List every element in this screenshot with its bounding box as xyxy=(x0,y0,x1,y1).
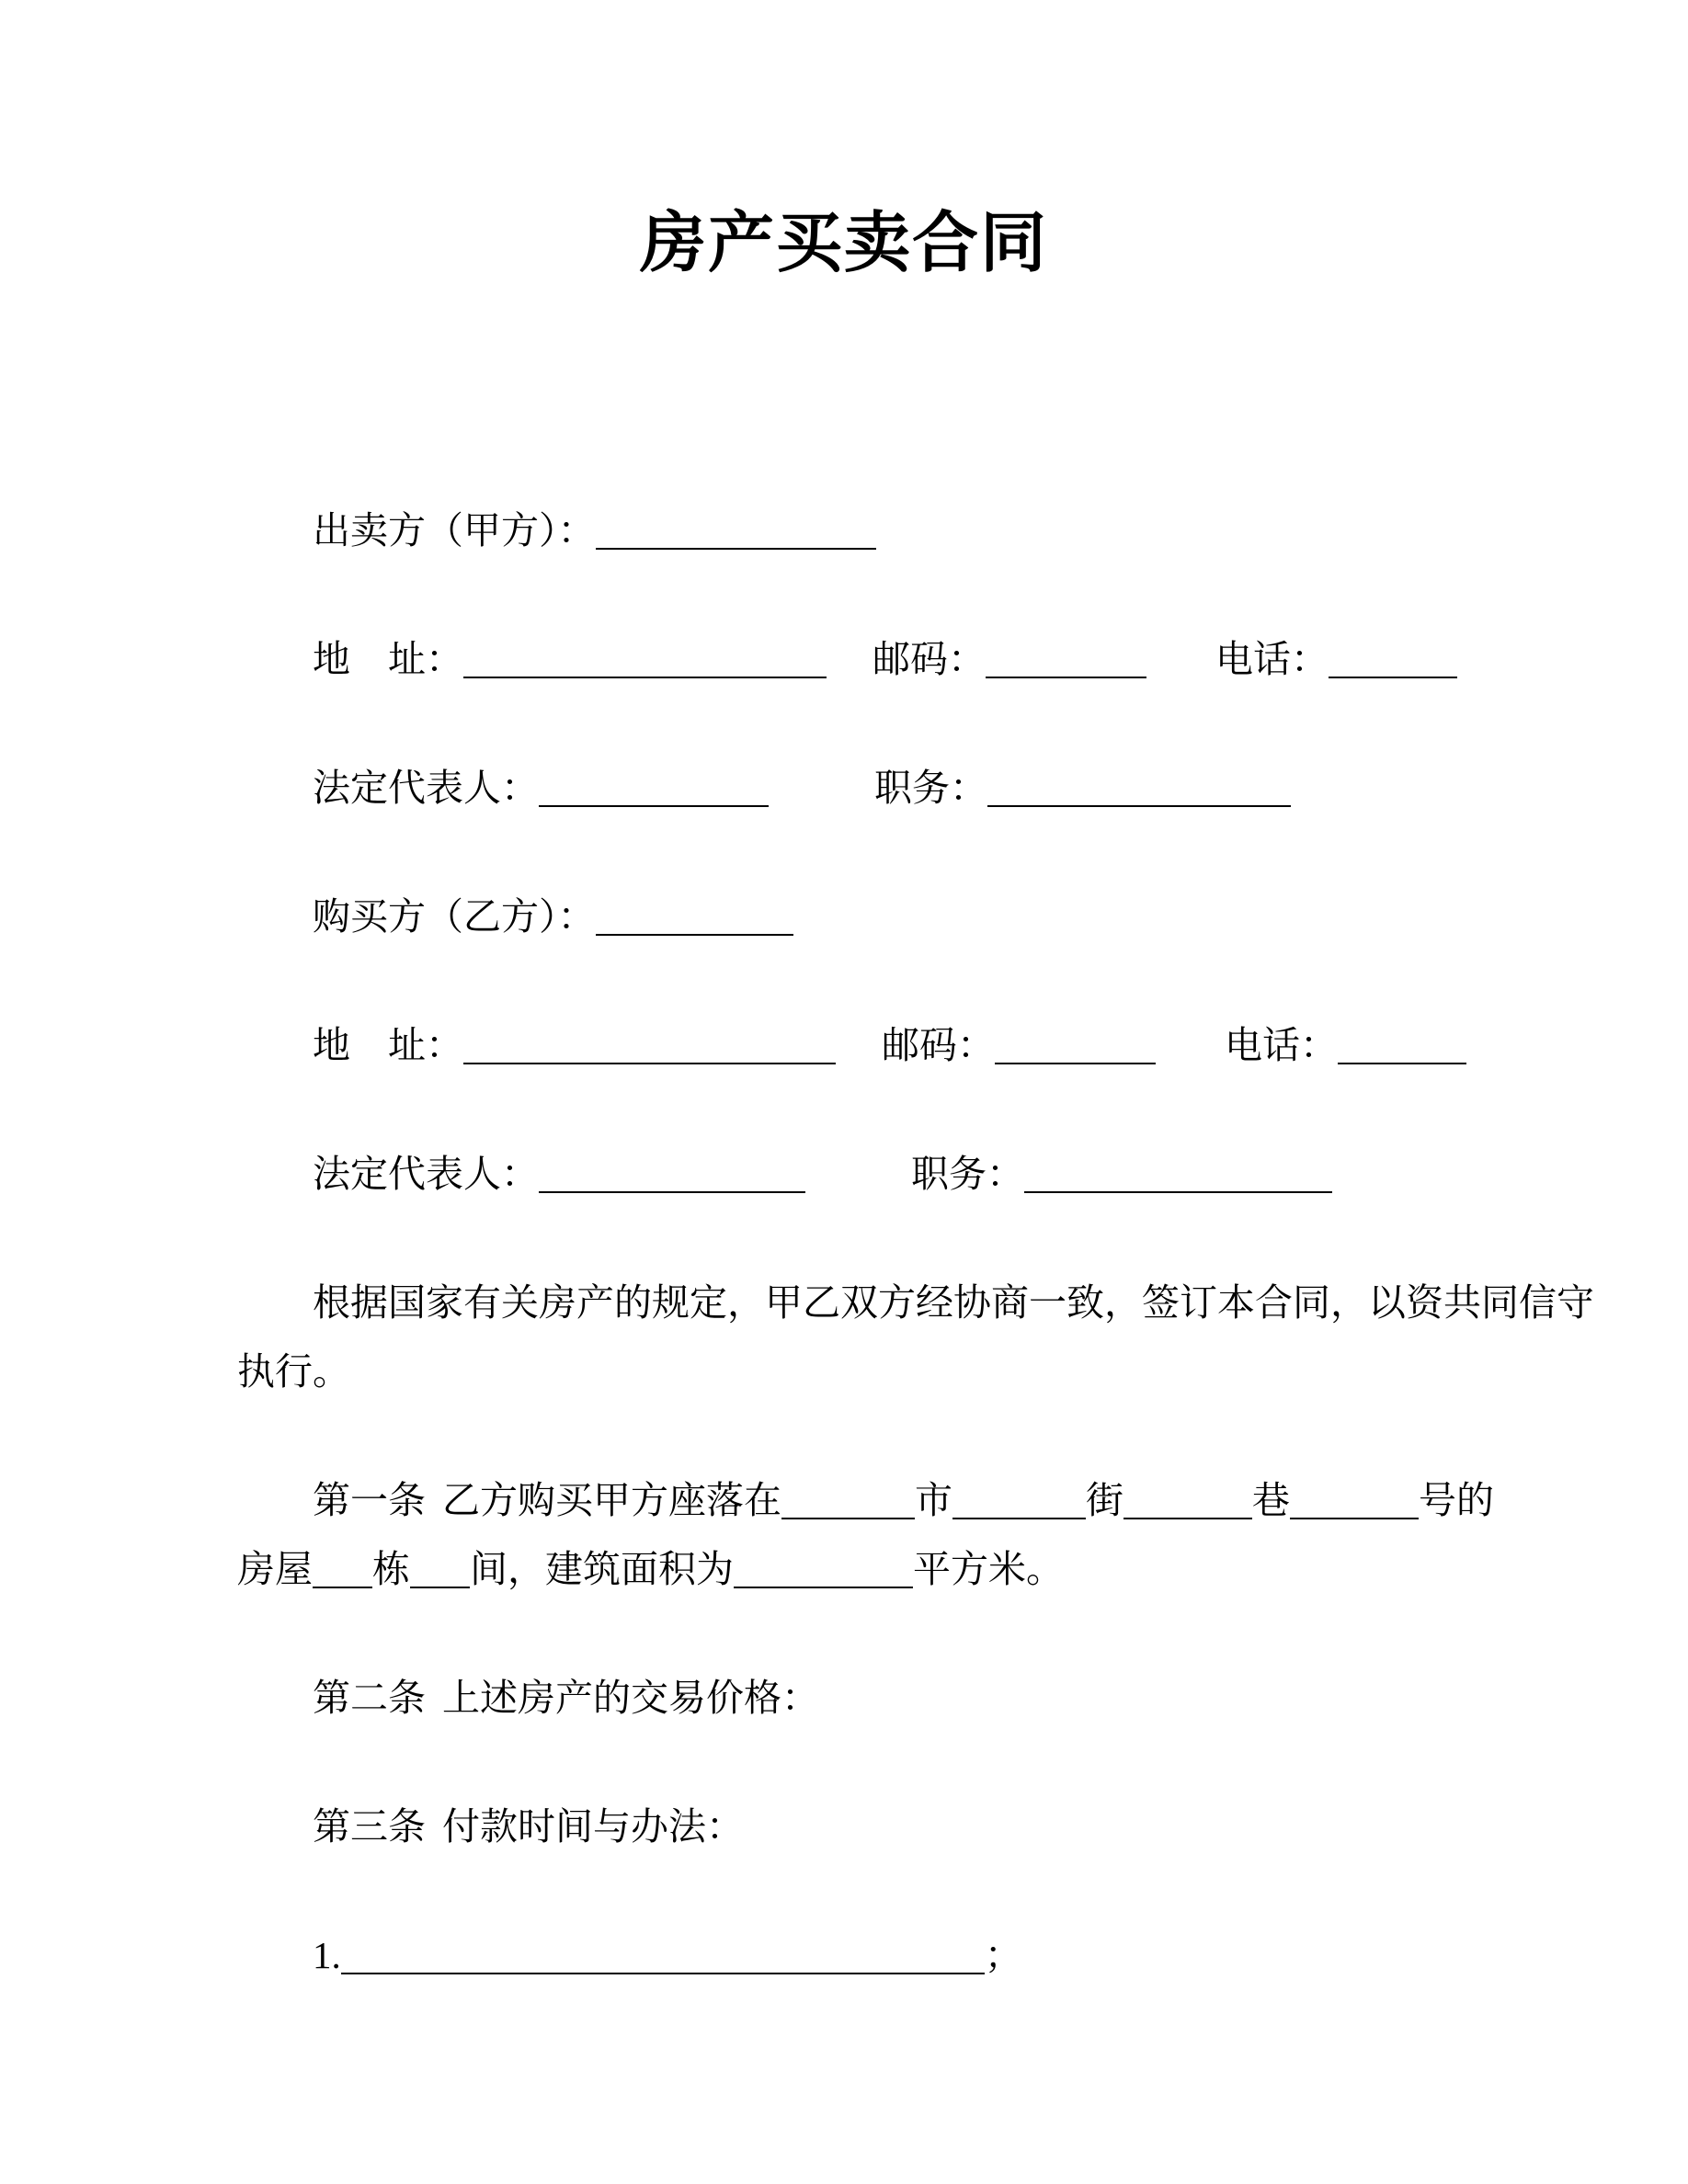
party-b-name-line xyxy=(237,882,1451,951)
party-b-address-label: 地 址： xyxy=(313,1024,463,1066)
city-blank xyxy=(781,1518,915,1519)
payment-item-1-line xyxy=(237,1921,1451,1990)
party-b-job-title-blank xyxy=(1024,1191,1332,1193)
article-1-heading: 第一条 xyxy=(313,1479,426,1521)
party-a-name-blank xyxy=(596,548,876,550)
party-a-address-line xyxy=(237,625,1451,694)
preamble-paragraph xyxy=(237,1268,1594,1406)
party-b-legal-rep-blank xyxy=(539,1191,805,1193)
street-blank xyxy=(952,1518,1086,1519)
party-b-legal-rep-label: 法定代表人： xyxy=(313,1153,539,1195)
article-3-line xyxy=(237,1792,1451,1861)
article-1 xyxy=(237,1466,1494,1604)
lane-label: 巷 xyxy=(1252,1479,1290,1521)
party-a-legal-rep-label: 法定代表人： xyxy=(313,767,539,809)
party-a-name-label: 出卖方（甲方）： xyxy=(313,509,596,552)
party-a-postcode-label: 邮码： xyxy=(873,638,986,680)
party-a-phone-label: 电话： xyxy=(1215,638,1329,680)
room-blank xyxy=(410,1587,470,1588)
building-label: 栋 xyxy=(372,1548,410,1590)
payment-item-1-terminator: ； xyxy=(984,1934,1022,1976)
room-label: 间，建筑面积为 xyxy=(470,1548,734,1590)
party-b-legal-rep-line xyxy=(237,1140,1451,1209)
party-a-phone-blank xyxy=(1329,677,1457,678)
article-3-text: 付款时间与办法： xyxy=(442,1805,744,1848)
party-a-legal-rep-blank xyxy=(539,805,769,807)
article-2-heading: 第二条 xyxy=(313,1677,426,1719)
party-b-name-blank xyxy=(596,934,793,936)
street-label: 街 xyxy=(1086,1479,1123,1521)
article-1-text: 乙方购买甲方座落在 xyxy=(442,1479,781,1521)
house-label: 房屋 xyxy=(237,1548,313,1590)
document-title: 房产买卖合同 xyxy=(639,204,1048,281)
party-a-address-label: 地 址： xyxy=(313,638,463,680)
article-1-line-2 xyxy=(237,1535,1451,1604)
payment-item-1-blank xyxy=(341,1973,985,1974)
lane-blank xyxy=(1123,1518,1252,1519)
party-b-postcode-label: 邮码： xyxy=(882,1024,995,1066)
party-b-phone-label: 电话： xyxy=(1225,1024,1338,1066)
party-a-job-title-blank xyxy=(987,805,1291,807)
city-label: 市 xyxy=(915,1479,952,1521)
party-b-phone-blank xyxy=(1338,1063,1466,1064)
house-number-suffix: 号的 xyxy=(1419,1479,1494,1521)
building-blank xyxy=(313,1587,372,1588)
article-1-line-1 xyxy=(237,1466,1494,1535)
party-a-job-title-label: 职务： xyxy=(874,767,987,809)
preamble-line-2: 执行。 xyxy=(237,1350,350,1393)
floor-area-blank xyxy=(734,1587,913,1588)
party-b-postcode-blank xyxy=(995,1063,1156,1064)
party-b-address-line xyxy=(237,1011,1451,1080)
party-a-legal-rep-line xyxy=(237,754,1451,823)
article-2-line xyxy=(237,1664,1451,1733)
party-a-postcode-blank xyxy=(986,677,1146,678)
article-2-text: 上述房产的交易价格： xyxy=(442,1677,819,1719)
payment-item-1-number: 1. xyxy=(313,1934,341,1976)
article-3-heading: 第三条 xyxy=(313,1805,426,1848)
party-a-name-line xyxy=(237,496,1451,565)
party-a-address-blank xyxy=(463,677,827,678)
house-number-blank xyxy=(1290,1518,1419,1519)
party-b-job-title-label: 职务： xyxy=(911,1153,1024,1195)
party-b-name-label: 购买方（乙方）： xyxy=(313,895,596,938)
party-b-address-blank xyxy=(463,1063,836,1064)
preamble-line-1: 根据国家有关房产的规定，甲乙双方经协商一致，签订本合同，以资共同信守 xyxy=(313,1281,1594,1324)
floor-area-suffix: 平方米。 xyxy=(913,1548,1064,1590)
